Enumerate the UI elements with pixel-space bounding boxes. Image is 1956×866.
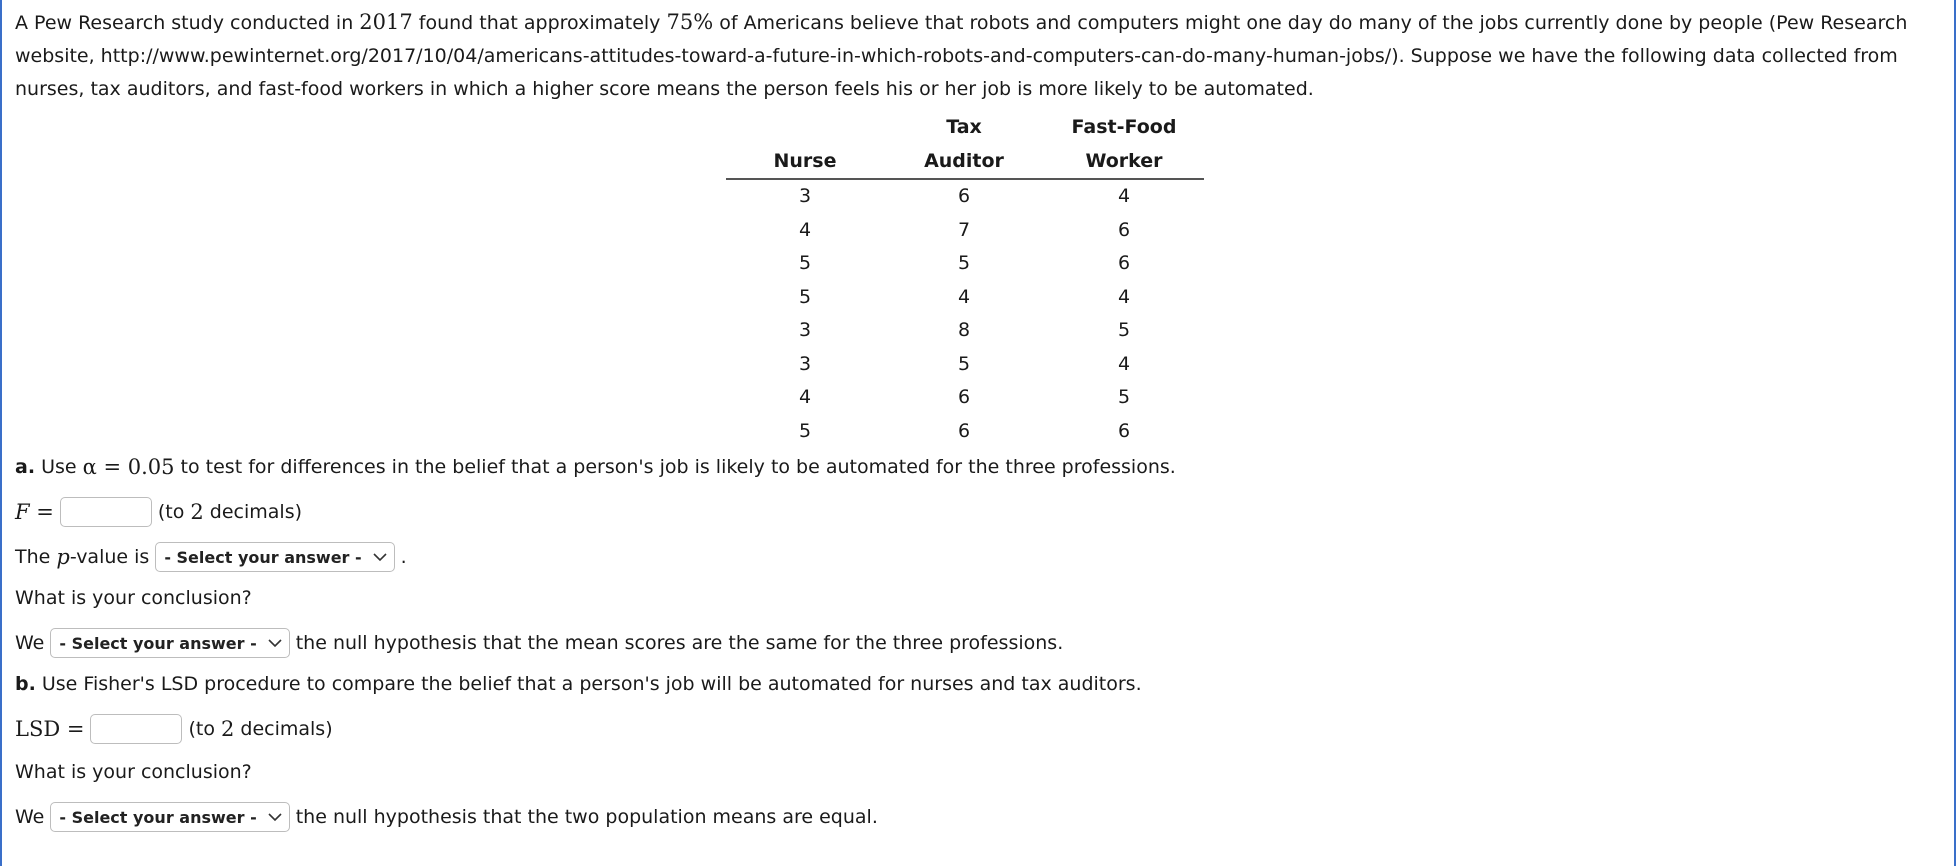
part-a-conclusion-row — [15, 628, 1063, 658]
conclusion-question-text: What is your conclusion? — [15, 761, 252, 783]
table-cell: 4 — [798, 386, 812, 408]
conclusion-we: We — [15, 806, 45, 828]
table-row — [726, 314, 1204, 348]
part-b-text: Use Fisher's LSD procedure to compare the belief that a person's job will be automated for nurses and tax auditors. — [35, 673, 1142, 695]
table-cell: 3 — [798, 352, 812, 375]
table-cell: 6 — [1117, 419, 1131, 442]
table-cell: 5 — [1117, 319, 1131, 341]
table-header-cell: Auditor — [884, 144, 1044, 179]
table-cell: 5 — [798, 285, 812, 308]
f-stat-hint: (to — [157, 501, 191, 523]
part-b-conclusion-question — [15, 761, 252, 783]
part-a-conclusion-question — [15, 587, 252, 609]
table-cell: 5 — [798, 252, 812, 274]
part-a-text: to test for differences in the belief that a person's job is likely to be automated for the three professions. — [174, 456, 1176, 478]
lsd-label: LSD = — [15, 717, 85, 741]
table-cell: 5 — [957, 252, 971, 274]
table-cell: 6 — [957, 419, 971, 442]
pvalue-period: . — [400, 546, 407, 568]
conclusion-select-value: - Select your answer - — [59, 807, 257, 827]
part-a-label: a. — [15, 456, 36, 478]
table-header-cell: Worker — [1044, 144, 1204, 179]
conclusion-we: We — [15, 632, 45, 654]
pvalue-label: -value is — [69, 546, 150, 568]
table-cell: 5 — [957, 352, 971, 375]
pvalue-select-value: - Select your answer - — [164, 547, 362, 567]
part-a-prompt — [15, 455, 1176, 479]
table-cell: 6 — [1117, 218, 1131, 241]
lsd-row — [15, 714, 333, 744]
part-b-label: b. — [15, 673, 36, 695]
f-stat-label: F = — [15, 500, 54, 524]
alpha-value: α = 0.05 — [82, 455, 175, 479]
part-b-prompt — [15, 673, 1142, 695]
table-header-row-top — [726, 110, 1204, 144]
table-cell: 5 — [1117, 386, 1131, 408]
table-header-cell: Nurse — [726, 144, 884, 179]
intro-text-3: of Americans believe that robots and computers might one day do many of the jobs currently done by people (Pew Research website, http://www.pewinternet.org/2017/10/04/americans-attitudes-toward-a-future-in-which-robots-and-computers-can-do-many-human-jobs/). Suppose we have the following data collected from nurses, tax auditors, and fast-food workers in which a higher score means the person feels his or her job is more likely to be automated. — [15, 12, 1908, 100]
table-cell: 8 — [957, 319, 971, 341]
table-cell: 7 — [957, 218, 971, 241]
table-header-cell: Fast-Food — [1071, 116, 1177, 138]
part-b-conclusion-row — [15, 802, 878, 832]
lsd-hint: decimals) — [234, 718, 333, 740]
table-cell: 6 — [957, 185, 971, 207]
conclusion-text: the null hypothesis that the two population means are equal. — [295, 806, 878, 828]
pvalue-p-symbol: p — [56, 545, 70, 569]
pvalue-row — [15, 542, 407, 572]
table-row — [726, 348, 1204, 382]
conclusion-select-value: - Select your answer - — [59, 633, 257, 653]
part-b-conclusion-select[interactable] — [50, 802, 289, 832]
table-cell: 4 — [1117, 185, 1131, 207]
table-cell: 3 — [798, 185, 812, 207]
part-a-text: Use — [35, 456, 83, 478]
table-row — [726, 247, 1204, 281]
chevron-down-icon — [267, 635, 283, 651]
table-row — [726, 179, 1204, 214]
table-cell: 4 — [1117, 352, 1131, 375]
table-cell: 5 — [798, 419, 812, 442]
intro-paragraph — [15, 6, 1940, 106]
lsd-input[interactable] — [90, 714, 182, 744]
table-cell: 6 — [957, 386, 971, 408]
pvalue-select[interactable] — [155, 542, 394, 572]
table-header-cell: Tax — [946, 116, 982, 138]
data-table — [726, 110, 1204, 448]
lsd-hint-number: 2 — [220, 717, 235, 741]
table-header-cell — [726, 110, 884, 144]
table-cell: 4 — [957, 285, 971, 308]
table-header-row-bottom — [726, 144, 1204, 179]
f-stat-input[interactable] — [60, 497, 152, 527]
table-row — [726, 381, 1204, 415]
part-a-conclusion-select[interactable] — [50, 628, 289, 658]
conclusion-text: the null hypothesis that the mean scores are the same for the three professions. — [295, 632, 1064, 654]
f-stat-hint: decimals) — [203, 501, 303, 523]
intro-year: 2017 — [359, 10, 413, 34]
table-cell: 6 — [1117, 252, 1131, 274]
question-body — [15, 6, 1940, 106]
data-table-wrapper — [726, 110, 1204, 448]
lsd-hint: (to — [188, 718, 221, 740]
table-row — [726, 281, 1204, 315]
intro-percent: 75% — [666, 10, 714, 34]
table-row — [726, 415, 1204, 449]
f-stat-row — [15, 497, 302, 527]
conclusion-question-text: What is your conclusion? — [15, 587, 252, 609]
f-stat-hint-number: 2 — [190, 500, 204, 524]
table-cell: 4 — [1117, 285, 1131, 308]
chevron-down-icon — [372, 549, 388, 565]
chevron-down-icon — [267, 809, 283, 825]
table-row — [726, 214, 1204, 248]
intro-text-1: A Pew Research study conducted in — [15, 12, 360, 34]
table-cell: 4 — [798, 218, 812, 241]
table-cell: 3 — [798, 319, 812, 341]
pvalue-label: The — [15, 546, 57, 568]
intro-text-2: found that approximately — [412, 12, 667, 34]
